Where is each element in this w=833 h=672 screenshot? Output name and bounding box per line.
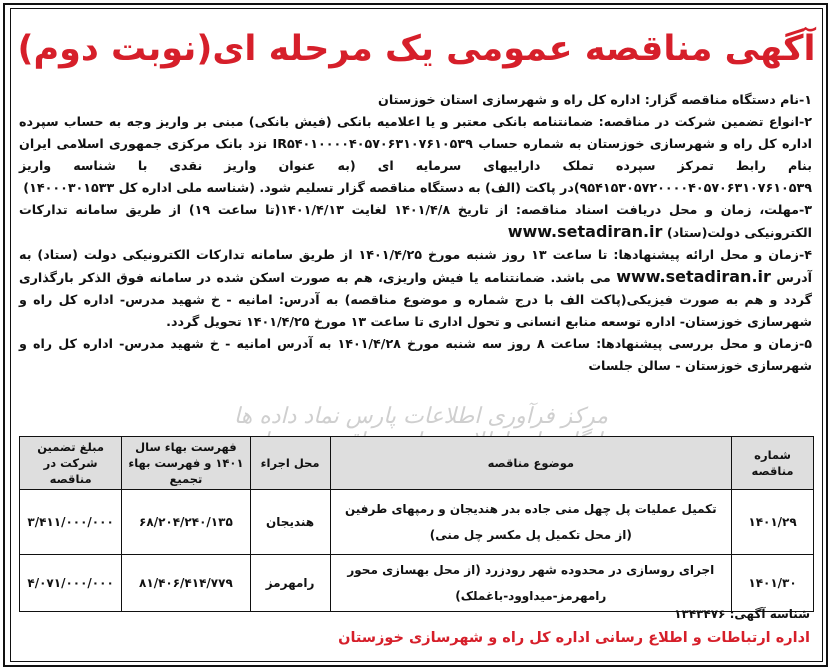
- tender-table: [19, 436, 814, 612]
- item-3-documents: [19, 199, 812, 244]
- notice-title: آگهی مناقصه عمومی یک مرحله ای(نوبت دوم): [17, 29, 816, 69]
- header-location: محل اجراء: [250, 437, 330, 490]
- cell-tender-number: ۱۴۰۱/۲۹: [732, 490, 814, 555]
- watermark: مرکز فرآوری اطلاعات پارس نماد داده ها: [233, 404, 609, 429]
- setad-link-2[interactable]: www.setadiran.ir: [616, 267, 771, 286]
- item-5-opening: ۵-زمان و محل بررسی پیشنهادها: ساعت ۸ روز سه شنبه مورخ ۱۴۰۱/۴/۲۸ به آدرس امانیه - خ شهید مدرس- اداره کل راه و شهرسازی خوزستان - سالن جلسات: [19, 336, 812, 373]
- setad-link[interactable]: www.setadiran.ir: [507, 222, 663, 241]
- table-row: [20, 555, 814, 612]
- item-3-text: ۳-مهلت، زمان و محل دریافت اسناد مناقصه: از تاریخ ۱۴۰۱/۴/۸ لغایت ۱۴۰۱/۴/۱۳(تا ساعت ۱۹) از طریق سامانه تدارکات الکترونیکی دولت(ستاد): [19, 202, 813, 240]
- cell-subject: اجرای روسازی در محدوده شهر رودزرد (از محل بهسازی محور رامهرمز-میداوود-باغملک): [330, 555, 732, 612]
- item-1-organizer: ۱-نام دستگاه مناقصه گزار: اداره کل راه و شهرسازی استان خوزستان: [377, 92, 812, 107]
- header-subject: موضوع مناقصه: [330, 437, 732, 490]
- footer-publisher: اداره ارتباطات و اطلاع رسانی اداره کل راه و شهرسازی خوزستان: [338, 630, 810, 646]
- header-tender-number: شماره مناقصه: [732, 437, 814, 490]
- item-4-text-b: می باشد. ضمانتنامه یا فیش واریزی، هم به صورت اسکن شده در سامانه فوق الذکر بارگذاری گردد و هم به صورت فیزیکی(پاکت الف با درج شماره و موضوع مناقصه) به آدرس: امانیه - خ شهید مدرس- اداره کل راه و شهرسازی خوزستان- اداره توسعه منابع انسانی و تحول اداری تا ساعت ۱۳ مورخ ۱۴۰۱/۴/۲۵ تحویل گردد.: [19, 270, 812, 329]
- cell-price: ۸۱/۴۰۶/۴۱۴/۷۷۹: [122, 555, 250, 612]
- subject-line-2: (از محل تکمیل پل مکسر چل منی): [429, 528, 632, 542]
- header-price-list: فهرست بهاء سال ۱۴۰۱ و فهرست بهاء تجمیع: [122, 437, 250, 490]
- subject-line: تکمیل عملیات پل چهل منی جاده بدر هندیجان و رمپهای طرفین: [344, 502, 717, 516]
- table-row: [20, 490, 814, 555]
- header-guarantee: مبلغ تضمین شرکت در مناقصه: [20, 437, 122, 490]
- cell-guarantee: ۴/۰۷۱/۰۰۰/۰۰۰: [20, 555, 122, 612]
- table-header-row: [20, 437, 814, 490]
- item-4-submission: [19, 244, 812, 333]
- notice-body: [19, 89, 812, 377]
- cell-location: رامهرمز: [250, 555, 330, 612]
- cell-location: هندیجان: [250, 490, 330, 555]
- cell-guarantee: ۳/۴۱۱/۰۰۰/۰۰۰: [20, 490, 122, 555]
- cell-price: ۶۸/۲۰۴/۲۴۰/۱۳۵: [122, 490, 250, 555]
- item-2-guarantee: ۲-انواع تضمین شرکت در مناقصه: ضمانتنامه بانکی معتبر و یا اعلامیه بانکی (فیش بانکی) مبنی بر واریز وجه به حساب سپرده اداره کل راه و شهرسازی خوزستان به شماره حساب IR۵۴۰۱۰۰۰۰۴۰۵۷۰۶۳۱۰۷۶۱۰۵۳۹ نزد بانک مرکزی جمهوری اسلامی ایران بنام رابط تمرکز سپرده تملک داراییهای سرمایه ای (به عنوان واریز نقدی با شناسه واریز ۹۵۴۱۵۳۰۵۷۲۰۰۰۰۴۰۵۷۰۶۳۱۰۷۶۱۰۵۳۹)در پاکت (الف) به دستگاه مناقصه گزار تسلیم شود. (شناسه ملی اداره کل ۱۴۰۰۰۳۰۱۵۳۳): [19, 114, 812, 195]
- cell-subject: [330, 490, 732, 555]
- item-4-text-a: ۴-زمان و محل ارائه پیشنهادها: تا ساعت ۱۳ روز شنبه مورخ ۱۴۰۱/۴/۲۵ از طریق سامانه تدارکات الکترونیکی دولت (ستاد) به آدرس: [19, 247, 813, 285]
- notice-id: شناسه آگهی: ۱۳۴۳۴۷۶: [674, 607, 810, 621]
- cell-tender-number: ۱۴۰۱/۳۰: [732, 555, 814, 612]
- notice-panel: [10, 8, 823, 662]
